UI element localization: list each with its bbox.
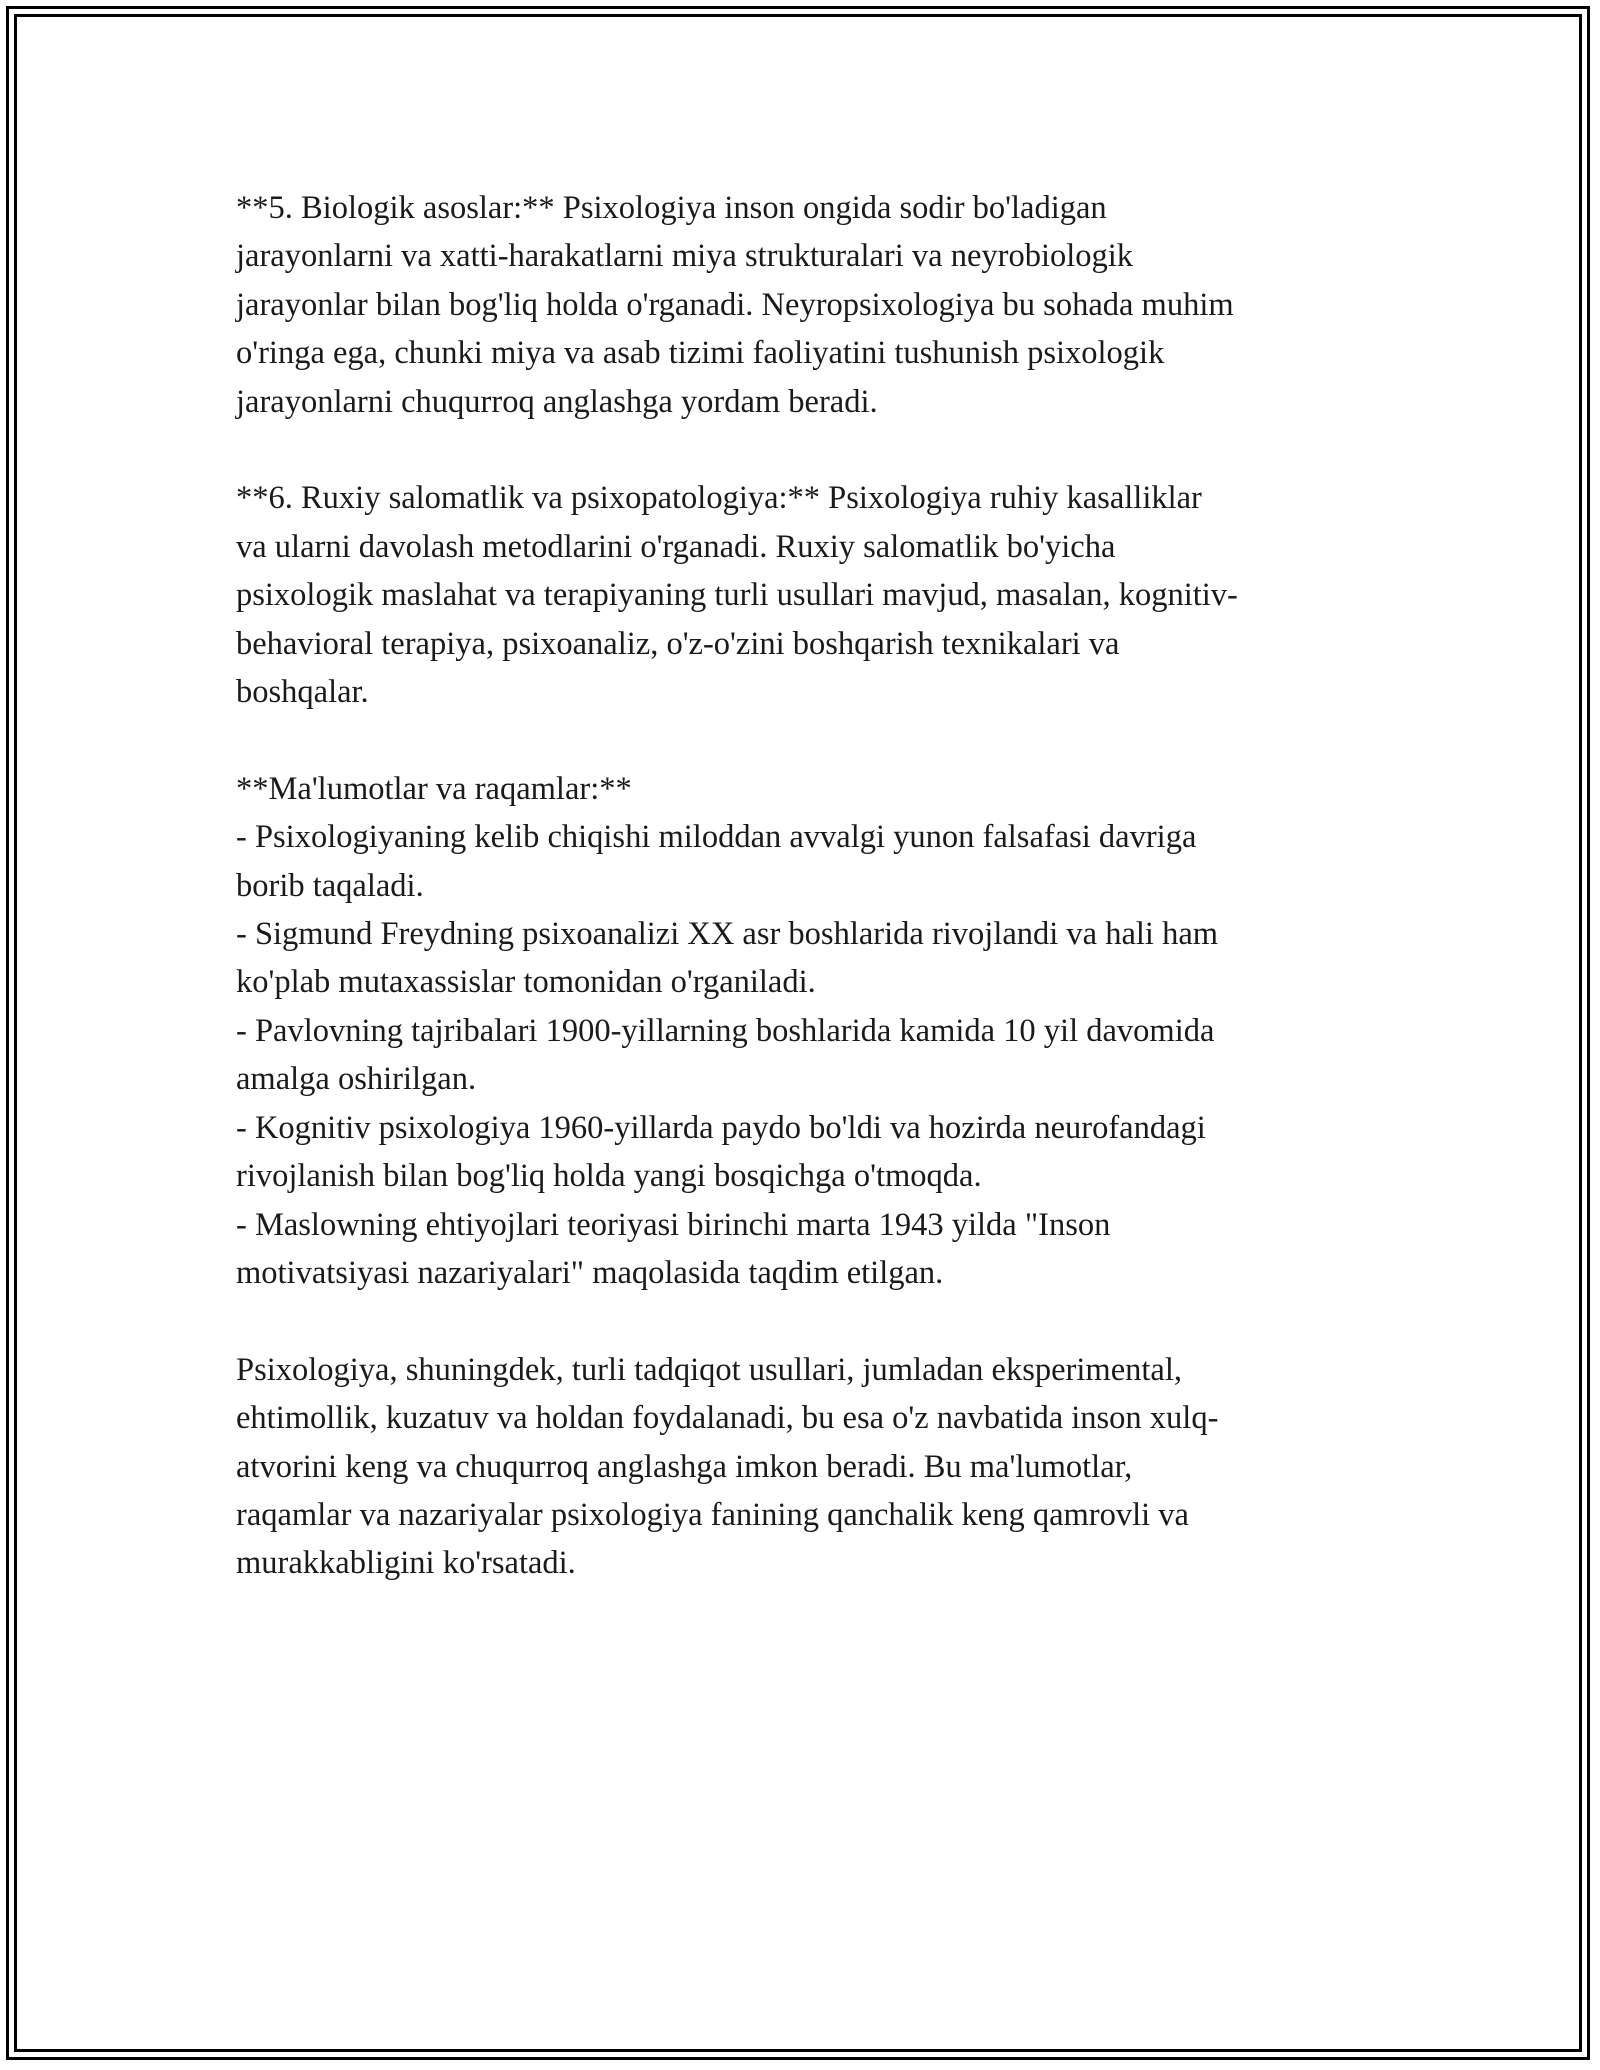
text-line: jarayonlarni va xatti-harakatlarni miya strukturalari va neyrobiologik [236, 238, 1134, 275]
text-line: murakkabligini ko'rsatadi. [236, 1545, 576, 1582]
paragraph-malumotlar [236, 765, 1386, 1297]
paragraph-ruxiy-salomatlik [236, 474, 1386, 716]
list-item: - Psixologiyaning kelib chiqishi miloddan avvalgi yunon falsafasi davriga [236, 819, 1197, 856]
text-line: **5. Biologik asoslar:** Psixologiya inson ongida sodir bo'ladigan [236, 190, 1107, 226]
text-line: Psixologiya, shuningdek, turli tadqiqot usullari, jumladan eksperimental, [236, 1351, 1182, 1388]
text-line: motivatsiyasi nazariyalari" maqolasida taqdim etilgan. [236, 1254, 944, 1291]
text-line: amalga oshirilgan. [236, 1061, 477, 1098]
text-line: jarayonlarni chuqurroq anglashga yordam beradi. [236, 383, 878, 420]
text-line: va ularni davolash metodlarini o'rganadi. Ruxiy salomatlik bo'yicha [236, 528, 1116, 565]
text-line: ehtimollik, kuzatuv va holdan foydalanadi, bu esa o'z navbatida inson xulq- [236, 1400, 1219, 1437]
text-line: raqamlar va nazariyalar psixologiya fanining qanchalik keng qamrovli va [236, 1496, 1189, 1533]
document-body [236, 184, 1386, 1588]
list-item: - Pavlovning tajribalari 1900-yillarning boshlarida kamida 10 yil davomida [236, 1012, 1215, 1049]
list-item: - Sigmund Freydning psixoanalizi XX asr boshlarida rivojlandi va hali ham [236, 916, 1219, 953]
text-line: **Ma'lumotlar va raqamlar:** [236, 770, 632, 807]
paragraph-biologik-asoslar [236, 184, 1386, 426]
text-line: atvorini keng va chuqurroq anglashga imkon beradi. Bu ma'lumotlar, [236, 1448, 1133, 1485]
text-line: ko'plab mutaxassislar tomonidan o'rganiladi. [236, 964, 816, 1001]
text-line: rivojlanish bilan bog'liq holda yangi bosqichga o'tmoqda. [236, 1158, 982, 1195]
text-line: behavioral terapiya, psixoanaliz, o'z-o'zini boshqarish texnikalari va [236, 625, 1120, 662]
list-item: - Maslowning ehtiyojlari teoriyasi birinchi marta 1943 yilda "Inson [236, 1206, 1111, 1243]
text-line: jarayonlar bilan bog'liq holda o'rganadi. Neyropsixologiya bu sohada muhim [236, 286, 1234, 323]
text-line: **6. Ruxiy salomatlik va psixopatologiya:** Psixologiya ruhiy kasalliklar [236, 480, 1202, 517]
text-line: o'ringa ega, chunki miya va asab tizimi faoliyatini tushunish psixologik [236, 335, 1165, 372]
text-line: borib taqaladi. [236, 867, 424, 904]
paragraph-xulosa [236, 1346, 1386, 1588]
list-item: - Kognitiv psixologiya 1960-yillarda paydo bo'ldi va hozirda neurofandagi [236, 1109, 1206, 1146]
text-line: boshqalar. [236, 674, 369, 711]
text-line: psixologik maslahat va terapiyaning turli usullari mavjud, masalan, kognitiv- [236, 577, 1238, 614]
